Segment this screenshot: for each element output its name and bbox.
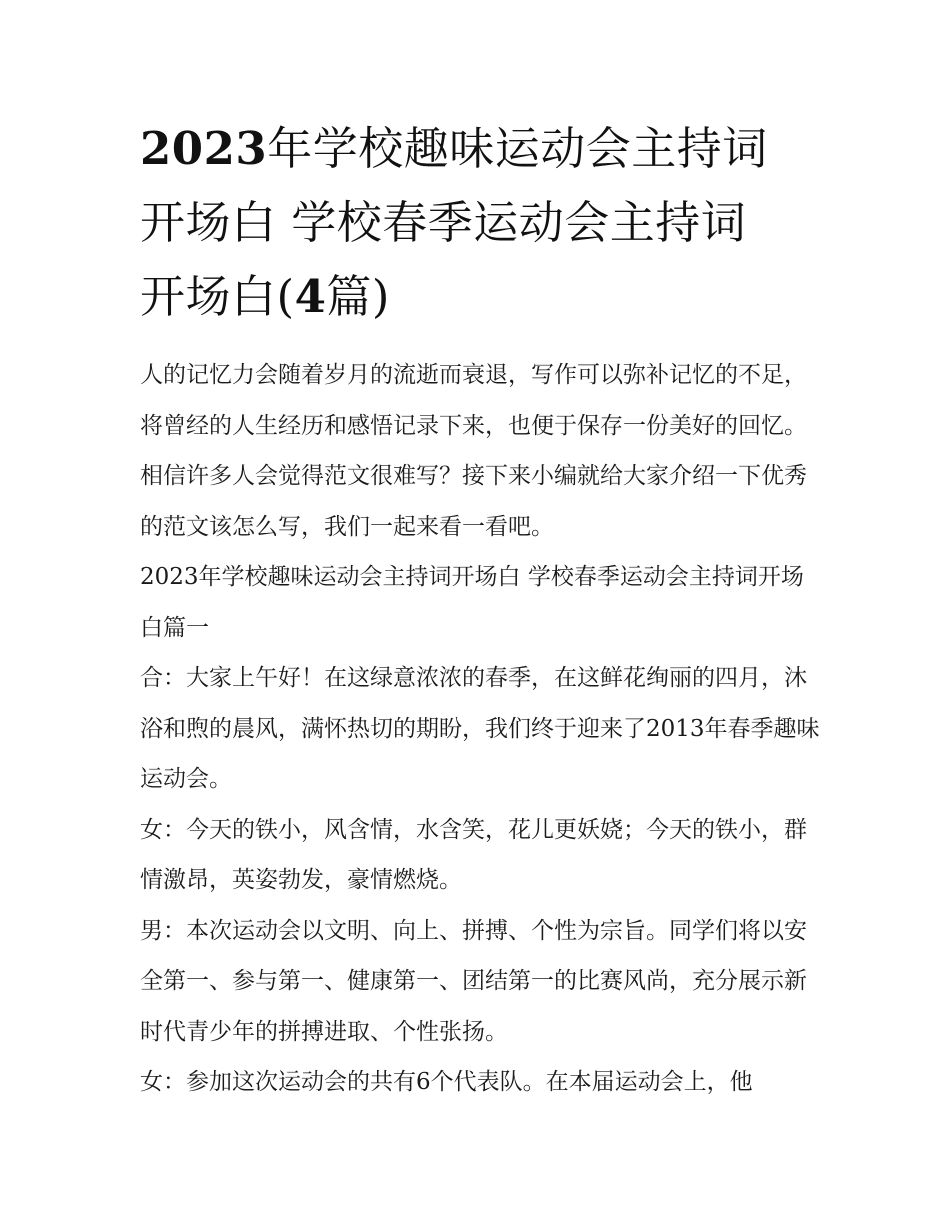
title-line3-pre: 开场白(	[140, 270, 295, 323]
title-count: 4	[294, 270, 327, 323]
speech-paragraph-male-1: 男：本次运动会以文明、向上、拼搏、个性为宗旨。同学们将以安全第一、参与第一、健康第一、团结第一的比赛风尚，充分展示新时代青少年的拼搏进取、个性张扬。	[140, 917, 807, 1045]
speech-paragraph-together: 合：大家上午好！在这绿意浓浓的春季，在这鲜花绚丽的四月，沐浴和煦的晨风，满怀热切的期盼，我们终于迎来了2013年春季趣味运动会。	[140, 665, 820, 792]
title-line2-text: 开场白 学校春季运动会主持词	[140, 196, 747, 249]
intro-paragraph: 人的记忆力会随着岁月的流逝而衰退，写作可以弥补记忆的不足，将曾经的人生经历和感悟记录下来，也便于保存一份美好的回忆。相信许多人会觉得范文很难写？接下来小编就给大家介绍一下优秀的范文该怎么写，我们一起来看一看吧。	[140, 362, 807, 540]
document-title	[140, 112, 820, 334]
section-heading: 2023年学校趣味运动会主持词开场白 学校春季运动会主持词开场白篇一	[140, 564, 804, 641]
title-year: 2023	[140, 122, 268, 175]
title-line3-post: 篇)	[326, 270, 390, 323]
document-page	[140, 112, 820, 1108]
speech-paragraph-female-1: 女：今天的铁小，风含情，水含笑，花儿更妖娆；今天的铁小，群情激昂，英姿勃发，豪情燃烧。	[140, 816, 807, 893]
speech-paragraph-female-2: 女：参加这次运动会的共有6个代表队。在本届运动会上，他	[140, 1069, 753, 1095]
title-line1-text: 年学校趣味运动会主持词	[267, 122, 768, 175]
